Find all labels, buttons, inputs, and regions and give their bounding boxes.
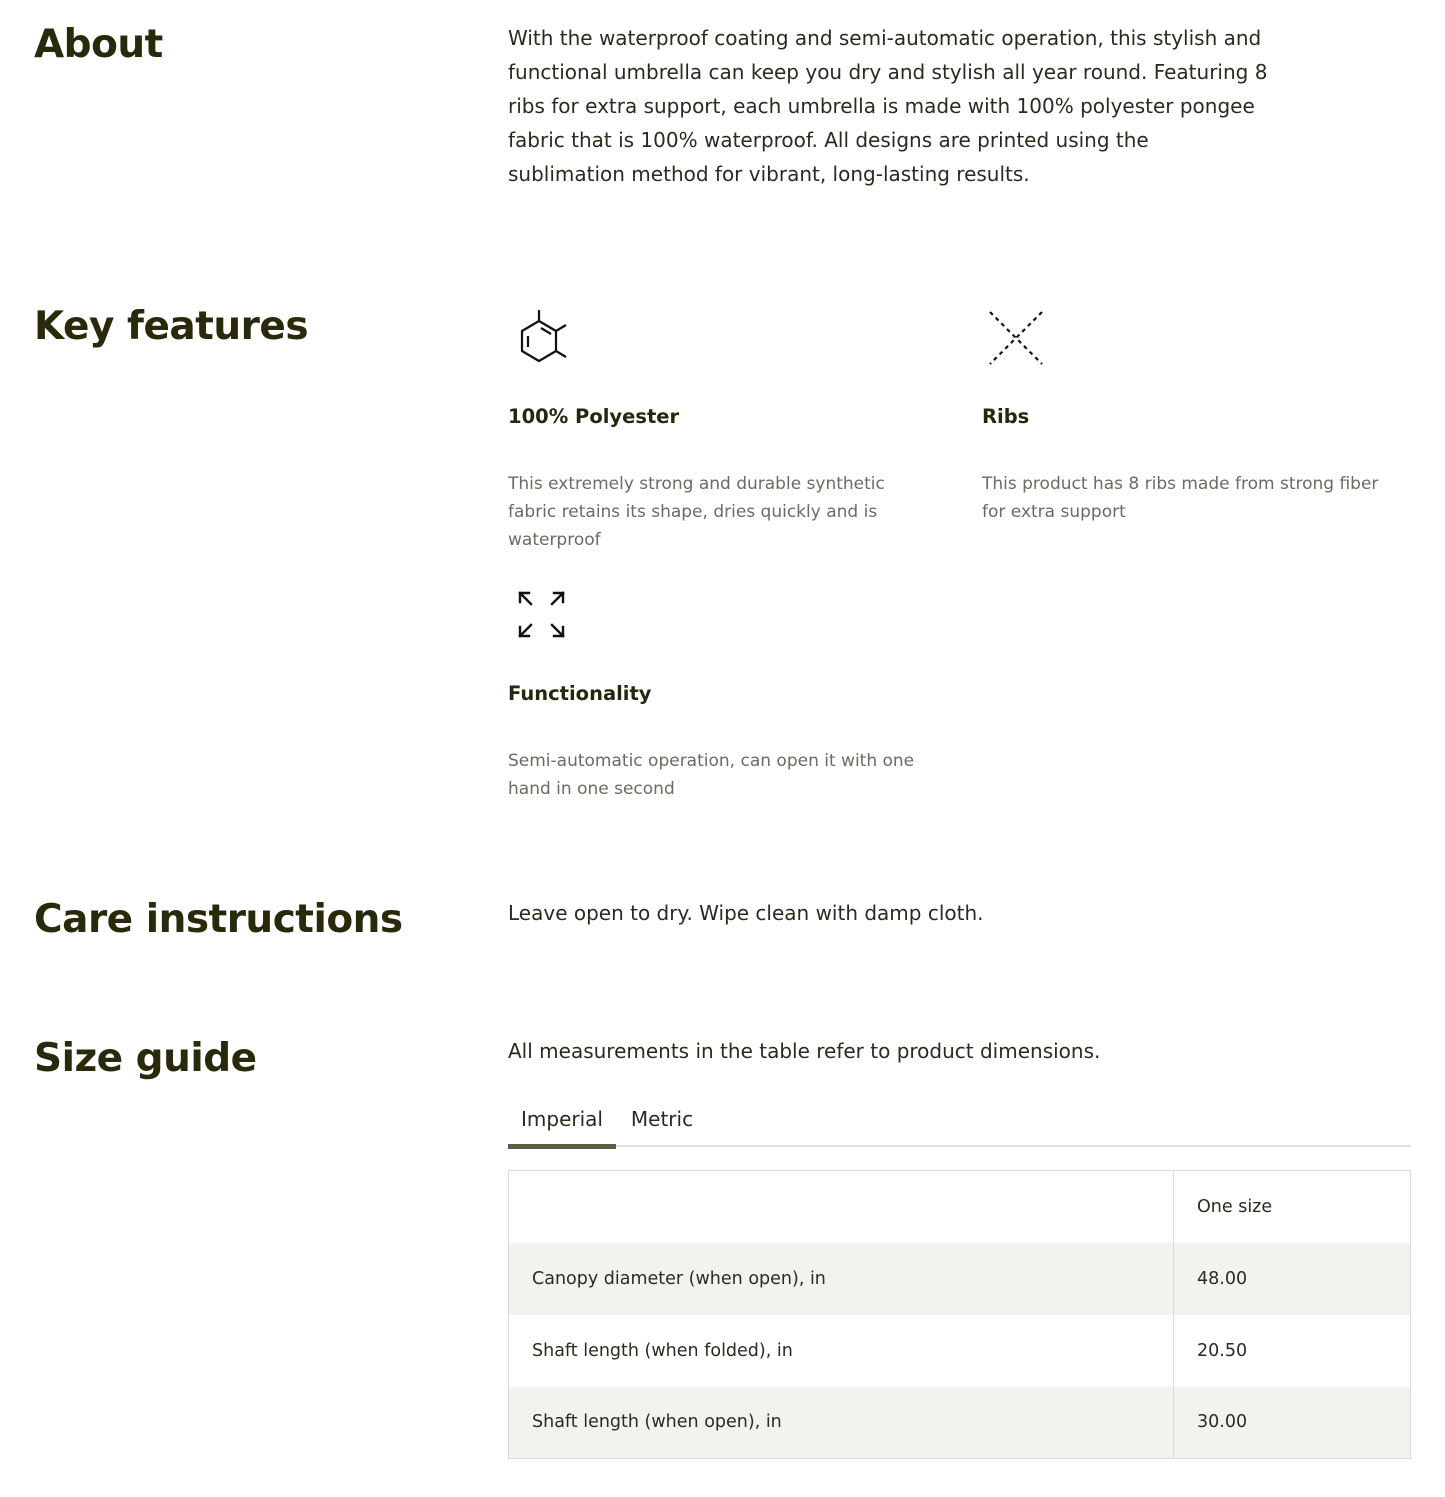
size-guide-intro: All measurements in the table refer to product dimensions.	[508, 1039, 1101, 1063]
feature-title: Functionality	[508, 682, 652, 705]
feature-title: 100% Polyester	[508, 405, 680, 428]
table-row	[509, 1243, 1411, 1315]
table-cell-value: 30.00	[1174, 1387, 1411, 1459]
feature-description: This extremely strong and durable synthetic fabric retains its shape, dries quickly and is waterproof	[508, 474, 885, 550]
tab-imperial[interactable]: Imperial	[508, 1098, 616, 1147]
about-text: With the waterproof coating and semi-automatic operation, this stylish and functional umbrella can keep you dry and stylish all year round. Featuring 8 ribs for extra support, each umbrella is made with 100% polyester pongee fabric that is 100% waterproof. All designs are printed using the sublimation method for vibrant, long-lasting results.	[508, 26, 1268, 186]
care-text: Leave open to dry. Wipe clean with damp cloth.	[508, 901, 984, 925]
feature-description: Semi-automatic operation, can open it with one hand in one second	[508, 751, 915, 799]
table-header-cell: One size	[1197, 1196, 1273, 1217]
care-heading: Care instructions	[34, 897, 403, 942]
polyester-molecule-icon	[508, 306, 570, 368]
about-heading: About	[34, 22, 163, 67]
table-row	[509, 1387, 1411, 1459]
table-cell-label: Shaft length (when open), in	[509, 1387, 1174, 1459]
table-cell-label: Canopy diameter (when open), in	[509, 1243, 1174, 1315]
tab-metric[interactable]: Metric	[630, 1107, 694, 1131]
size-guide-heading: Size guide	[34, 1036, 257, 1081]
table-cell-value: 20.50	[1197, 1340, 1248, 1361]
table-header-row	[509, 1171, 1411, 1243]
table-row	[509, 1315, 1411, 1387]
expand-arrows-icon	[508, 583, 570, 645]
size-table	[508, 1170, 1411, 1459]
table-header-cell	[509, 1171, 1174, 1243]
table-cell-label: Shaft length (when folded), in	[509, 1315, 1174, 1387]
key-features-heading: Key features	[34, 304, 309, 349]
table-cell-value: 48.00	[1174, 1243, 1411, 1315]
feature-description: This product has 8 ribs made from strong fiber for extra support	[982, 474, 1379, 522]
feature-title: Ribs	[982, 405, 1030, 428]
unit-tabs	[508, 1098, 1411, 1147]
ribs-icon	[982, 306, 1044, 368]
